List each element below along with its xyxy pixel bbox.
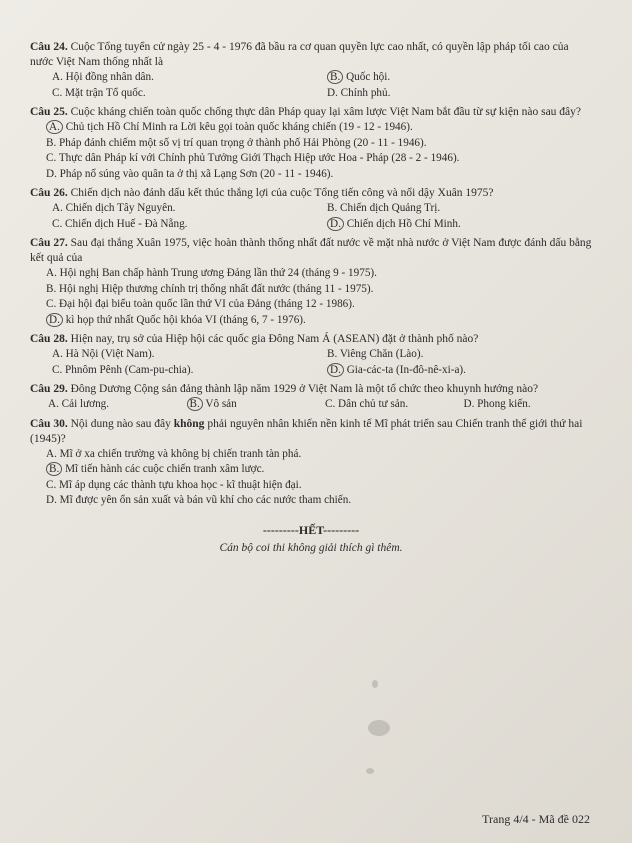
question-text: Chiến dịch nào đánh dấu kết thúc thắng lợi của cuộc Tổng tiến công và nổi dậy Xuân 1975? <box>70 187 494 199</box>
option-d: D. Gia-các-ta (In-đô-nê-xi-a). <box>327 363 592 379</box>
option-d: D. Chiến dịch Hồ Chí Minh. <box>327 217 592 233</box>
option-a: A. Cải lương. <box>48 398 110 410</box>
question-text-rest: phải nguyên nhân khiến nền kinh tế Mĩ phát triển sau Chiến tranh thế giới thứ hai (1945)? <box>30 417 583 445</box>
answer-circle: B. <box>187 397 203 411</box>
option-b: B. Hội nghị Hiệp thương chính trị thống nhất đất nước (tháng 11 - 1975). <box>46 282 374 295</box>
question-27 <box>30 236 592 328</box>
question-number: Câu 25. <box>30 106 68 118</box>
question-text: Cuộc kháng chiến toàn quốc chống thực dân Pháp quay lại xâm lược Việt Nam bắt đầu từ sự kiện nào sau đây? <box>70 106 582 118</box>
question-text: Đông Dương Cộng sản đảng thành lập năm 1929 ở Việt Nam là một tổ chức theo khuynh hướng nào? <box>70 383 539 395</box>
option-b: B. Vô sản <box>187 397 316 413</box>
question-26 <box>30 186 592 232</box>
question-number: Câu 30. <box>30 417 68 430</box>
ink-smudge <box>372 680 378 688</box>
option-c: C. Đại hội đại biểu toàn quốc lần thứ VI của Đảng (tháng 12 - 1986). <box>46 298 355 310</box>
ink-smudge <box>366 768 374 774</box>
option-a: A. Hội đồng nhân dân. <box>52 71 154 83</box>
option-c: C. Thực dân Pháp kí với Chính phủ Tưởng Giới Thạch Hiệp ước Hoa - Pháp (28 - 2 - 1946). <box>46 152 460 164</box>
option-d: D. kì họp thứ nhất Quốc hội khóa VI (tháng 6, 7 - 1976). <box>46 313 592 329</box>
option-c: C. Mĩ áp dụng các thành tựu khoa học - kĩ thuật hiện đại. <box>46 478 302 491</box>
question-29 <box>30 382 592 413</box>
answer-circle: A. <box>46 120 63 134</box>
question-number: Câu 28. <box>30 333 68 345</box>
answer-circle: D. <box>327 363 344 377</box>
question-text: Nội dung nào sau đây <box>70 417 171 430</box>
question-text: Sau đại thắng Xuân 1975, việc hoàn thành thống nhất đất nước về mặt nhà nước ở Việt Nam được đánh dấu bằng kết quả của <box>30 237 592 264</box>
answer-circle: B. <box>327 70 343 84</box>
ink-smudge <box>368 720 390 736</box>
option-d: D. Phong kiến. <box>463 398 531 410</box>
question-30 <box>30 417 592 509</box>
option-b: B. Quốc hội. <box>327 70 592 86</box>
question-number: Câu 24. <box>30 41 68 53</box>
question-number: Câu 26. <box>30 187 68 199</box>
answer-circle: B. <box>46 462 62 476</box>
option-d: D. Pháp nổ súng vào quân ta ở thị xã Lạng Sơn (20 - 11 - 1946). <box>46 167 334 180</box>
option-d: D. Chính phủ. <box>327 86 391 99</box>
end-marker: ---------HẾT--------- <box>262 522 360 537</box>
option-a: A. Hà Nội (Việt Nam). <box>52 348 155 360</box>
option-c: C. Phnôm Pênh (Cam-pu-chia). <box>52 363 194 376</box>
question-24 <box>30 40 592 101</box>
question-number: Câu 27. <box>30 237 68 249</box>
option-a: A. Hội nghị Ban chấp hành Trung ương Đảng lần thứ 24 (tháng 9 - 1975). <box>46 267 377 279</box>
question-number: Câu 29. <box>30 383 68 395</box>
question-negation: không <box>173 417 205 430</box>
option-b: B. Chiến dịch Quảng Trị. <box>327 202 441 214</box>
option-d: D. Mĩ được yên ổn sản xuất và bán vũ khí cho các nước tham chiến. <box>46 494 352 506</box>
question-text: Cuộc Tổng tuyển cử ngày 25 - 4 - 1976 đã bầu ra cơ quan quyền lực cao nhất, có quyền lập pháp tối cao của nước Việt Nam thống nhất là <box>30 41 569 68</box>
option-b: B. Pháp đánh chiếm một số vị trí quan trọng ở thành phố Hải Phòng (20 - 11 - 1946). <box>46 136 427 149</box>
question-25 <box>30 105 592 182</box>
proctor-footnote: Cán bộ coi thi không giải thích gì thêm. <box>219 541 403 554</box>
option-c: C. Chiến dịch Huế - Đà Nẵng. <box>52 217 188 230</box>
option-a: A. Mĩ ở xa chiến trường và không bị chiến tranh tàn phá. <box>46 447 302 460</box>
option-a: A. Chủ tịch Hồ Chí Minh ra Lời kêu gọi toàn quốc kháng chiến (19 - 12 - 1946). <box>46 120 592 136</box>
page-footer: Trang 4/4 - Mã đề 022 <box>482 812 590 826</box>
question-28 <box>30 332 592 378</box>
option-c: C. Mặt trận Tổ quốc. <box>52 86 146 99</box>
option-c: C. Dân chủ tư sản. <box>325 398 409 410</box>
option-a: A. Chiến dịch Tây Nguyên. <box>52 202 176 214</box>
option-b: B. Mĩ tiến hành các cuộc chiến tranh xâm lược. <box>46 462 592 478</box>
option-b: B. Viêng Chăn (Lào). <box>327 348 424 360</box>
answer-circle: D. <box>46 313 63 327</box>
answer-circle: D. <box>327 217 344 231</box>
question-text: Hiện nay, trụ sở của Hiệp hội các quốc gia Đông Nam Á (ASEAN) đặt ở thành phố nào? <box>70 333 479 345</box>
